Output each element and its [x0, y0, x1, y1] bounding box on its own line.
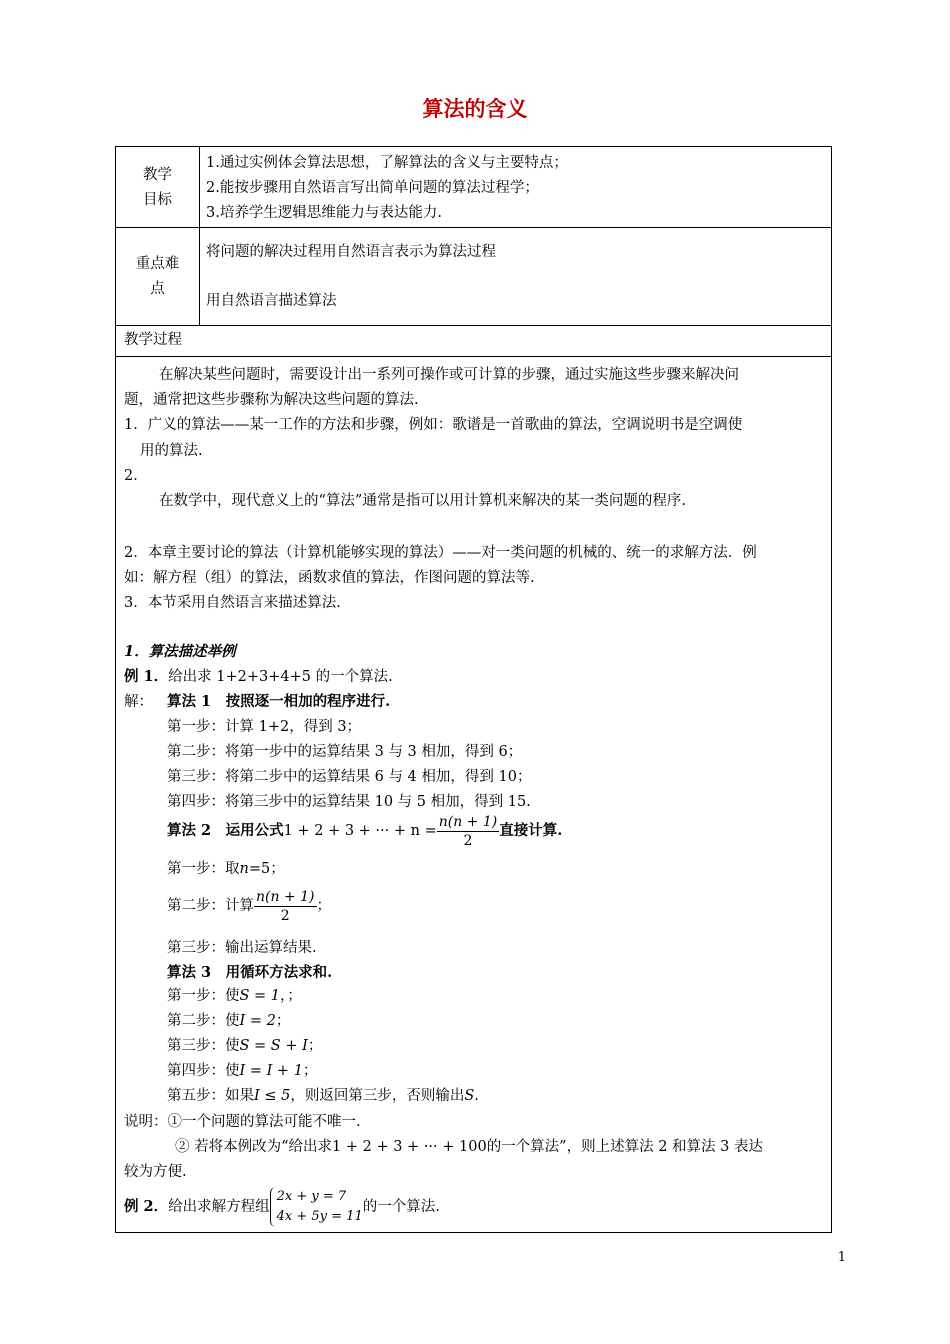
page-title: 算法的含义	[422, 97, 528, 121]
fraction-denominator: 2	[463, 832, 473, 849]
alg2-label: 算法 2 运用公式	[167, 822, 284, 839]
alg3-step4	[167, 1061, 317, 1081]
example-2-text: 给出求解方程组	[168, 1199, 270, 1215]
item-4: 3．本节采用自然语言来描述算法.	[124, 595, 341, 611]
paragraph-intro: 在解决某些问题时，需要设计出一系列可操作或可计算的步骤，通过实施这些步骤来解决问	[159, 367, 739, 383]
alg3-step1-expr: S = 1	[239, 988, 281, 1004]
column-divider	[199, 147, 200, 325]
alg3-step1	[167, 986, 302, 1006]
keypoints-label: 重点难点	[135, 256, 180, 297]
note-2-text: ② 若将本例改为“给出求	[175, 1139, 333, 1155]
fraction-denominator: 2	[280, 907, 290, 924]
section-heading: 1．算法描述举例	[124, 643, 236, 660]
alg2-step2	[167, 887, 331, 925]
note-2-expr: 1 + 2 + 3 + ··· + 100	[332, 1139, 487, 1155]
alg2-step3: 第三步：输出运算结果.	[167, 940, 317, 956]
fraction-numerator: n(n + 1)	[438, 813, 498, 830]
item-3-cont: 如：解方程（组）的算法，函数求值的算法，作图问题的算法等.	[124, 570, 535, 586]
example-1	[124, 667, 393, 687]
key-point: 将问题的解决过程用自然语言表示为算法过程	[206, 244, 496, 260]
algorithm-3: 算法 3 用循环方法求和.	[167, 964, 333, 981]
example-1-label: 例 1．	[124, 668, 169, 685]
alg3-step4-text: 第四步：使	[167, 1063, 240, 1079]
row-divider	[116, 356, 831, 357]
note-1: 说明：①一个问题的算法可能不唯一.	[124, 1114, 361, 1130]
alg3-step4-end: ；	[302, 1063, 318, 1079]
equation-2: 4x + 5y = 11	[276, 1209, 363, 1224]
note-2-end: 的一个算法”，则上述算法 2 和算法 3 表达	[486, 1139, 763, 1155]
alg3-step2	[167, 1011, 290, 1031]
algorithm-2	[167, 812, 562, 850]
alg3-step3	[167, 1036, 322, 1056]
example-2-end: 的一个算法.	[362, 1199, 440, 1215]
objective-2: 2.能按步骤用自然语言写出简单问题的算法过程学；	[206, 180, 539, 196]
note-2-cont: 较为方便.	[124, 1164, 187, 1180]
alg3-step2-expr: I = 2	[239, 1013, 276, 1029]
process-label: 教学过程	[124, 332, 182, 348]
alg3-step3-expr: S = S + I	[239, 1038, 308, 1054]
algorithm-1: 算法 1 按照逐一相加的程序进行.	[167, 693, 391, 710]
variable-n: n	[239, 861, 249, 877]
alg1-step3: 第三步：将第二步中的运算结果 6 与 4 相加，得到 10；	[167, 769, 532, 785]
item-2: 2．	[124, 468, 148, 484]
alg3-step5-expr: I ≤ 5	[254, 1088, 291, 1104]
alg1-step2: 第二步：将第一步中的运算结果 3 与 3 相加，得到 6；	[167, 744, 523, 760]
equation-1: 2x + y = 7	[276, 1189, 347, 1204]
alg3-step3-text: 第三步：使	[167, 1038, 240, 1054]
alg2-formula: 1 + 2 + 3 + ··· + n =	[283, 823, 437, 839]
alg3-step5-mid: ，则返回第三步，否则输出	[290, 1088, 465, 1104]
objective-1: 1.通过实例体会算法思想，了解算法的含义与主要特点；	[206, 155, 568, 171]
example-2-label: 例 2．	[124, 1198, 169, 1215]
row-divider	[116, 227, 831, 228]
note-2	[175, 1137, 763, 1157]
alg2-suffix: 直接计算.	[499, 822, 563, 839]
alg3-step3-end: ；	[307, 1038, 323, 1054]
alg3-step5-end: .	[474, 1088, 479, 1104]
alg3-step5-text: 第五步：如果	[167, 1088, 254, 1104]
fraction-numerator: n(n + 1)	[256, 888, 315, 905]
alg2-fraction	[437, 813, 500, 850]
example-1-text: 给出求 1+2+3+4+5 的一个算法.	[168, 669, 393, 685]
variable-s: S	[464, 1088, 475, 1104]
alg2-step1	[167, 859, 285, 879]
item-1: 1．广义的算法——某一工作的方法和步骤，例如：歌谱是一首歌曲的算法，空调说明书是空调使	[124, 417, 743, 433]
alg2-step2-end: ；	[316, 898, 331, 914]
solution-label: 解：	[124, 694, 153, 710]
lesson-table	[115, 146, 832, 1233]
alg1-step4: 第四步：将第三步中的运算结果 10 与 5 相加，得到 15.	[167, 794, 531, 810]
alg3-step1-end: ，；	[280, 988, 302, 1004]
item-3: 2．本章主要讨论的算法（计算机能够实现的算法）——对一类问题的机械的、统一的求解方法．例	[124, 545, 757, 561]
example-2	[124, 1185, 440, 1229]
objective-3: 3.培养学生逻辑思维能力与表达能力.	[206, 205, 442, 221]
item-2-text: 在数学中，现代意义上的“算法”通常是指可以用计算机来解决的某一类问题的程序.	[159, 493, 686, 509]
alg3-step2-text: 第二步：使	[167, 1013, 240, 1029]
alg3-step2-end: ；	[275, 1013, 291, 1029]
equation-system	[270, 1187, 363, 1227]
alg2-step2-fraction	[254, 888, 317, 925]
alg1-step1: 第一步：计算 1+2，得到 3；	[167, 719, 362, 735]
objectives-label: 教学目标	[143, 167, 172, 208]
row-divider	[116, 325, 831, 326]
alg2-step1-value: =5；	[248, 861, 285, 877]
alg3-step5	[167, 1086, 479, 1106]
item-1-cont: 用的算法.	[140, 443, 203, 459]
paragraph-intro-cont: 题，通常把这些步骤称为解决这些问题的算法.	[124, 392, 419, 408]
page-number: 1	[837, 1250, 846, 1265]
alg3-step4-expr: I = I + 1	[239, 1063, 303, 1079]
alg2-step2-text: 第二步：计算	[167, 898, 254, 914]
alg3-step1-text: 第一步：使	[167, 988, 240, 1004]
alg2-step1-text: 第一步：取	[167, 861, 240, 877]
difficulty: 用自然语言描述算法	[206, 293, 337, 309]
